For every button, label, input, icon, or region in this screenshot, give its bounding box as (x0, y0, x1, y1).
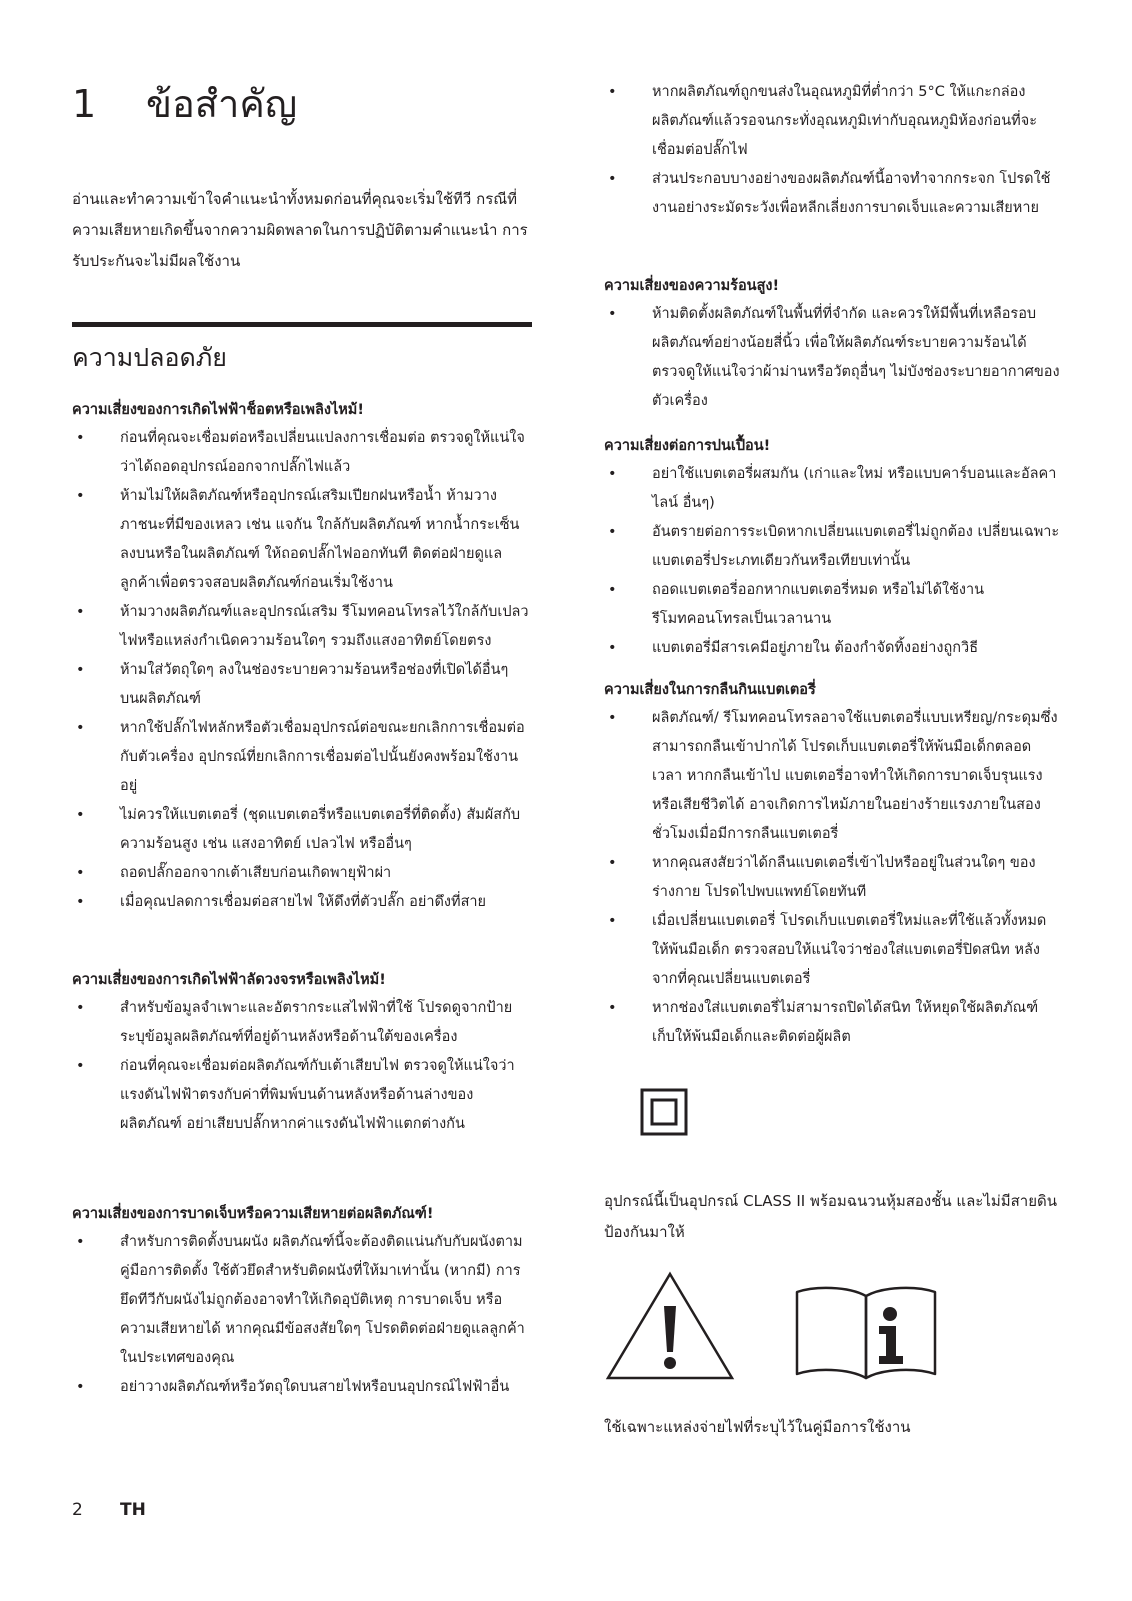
bullet-icon: • (608, 582, 617, 598)
bullet-icon: • (608, 640, 617, 656)
subheading: ความเสี่ยงในการกลืนกินแบตเตอรี่ (604, 682, 816, 698)
bullet-icon: • (76, 807, 85, 823)
list-item: • ห้ามวางผลิตภัณฑ์และอุปกรณ์เสริม รีโมทคอนโทรลไว้ใกล้กับเปลวไฟหรือแหล่งกำเนิดความร้อนใดๆ รวมถึงแสงอาทิตย์โดยตรง (72, 598, 532, 656)
list-item: • ห้ามไม่ให้ผลิตภัณฑ์หรืออุปกรณ์เสริมเปียกฝนหรือน้ำ ห้ามวางภาชนะที่มีของเหลว เช่น แจกัน ใกล้กับผลิตภัณฑ์ หากน้ำกระเซ็นลงบนหรือในผลิตภัณฑ์ ให้ถอดปลั๊กไฟออกทันที ติดต่อฝ่ายดูแลลูกค้าเพื่อตรวจสอบผลิตภัณฑ์ก่อนเริ่มใช้งาน (72, 482, 532, 598)
right-block-battery-ingestion (604, 676, 1060, 1052)
bullet-icon: • (608, 1000, 617, 1016)
list-item: • แบตเตอรี่มีสารเคมีอยู่ภายใน ต้องกำจัดทิ้งอย่างถูกวิธี (604, 634, 1060, 663)
chapter-title: ข้อสำคัญ (146, 82, 298, 126)
manual-info-icon (793, 1282, 939, 1386)
bullet-list (604, 300, 1060, 416)
bullet-icon: • (76, 1000, 85, 1016)
list-item: • ห้ามใส่วัตถุใดๆ ลงในช่องระบายความร้อนหรือช่องที่เปิดได้อื่นๆ บนผลิตภัณฑ์ (72, 656, 532, 714)
list-item: • อย่าใช้แบตเตอรี่ผสมกัน (เก่าและใหม่ หรือแบบคาร์บอนและอัลคาไลน์ อื่นๆ) (604, 460, 1060, 518)
right-block-contamination (604, 432, 1060, 663)
subheading: ความเสี่ยงของการเกิดไฟฟ้าช็อตหรือเพลิงไหม้! (72, 402, 364, 418)
section-title: ความปลอดภัย (72, 343, 227, 372)
section-rule (72, 322, 532, 327)
list-item: • เมื่อเปลี่ยนแบตเตอรี่ โปรดเก็บแบตเตอรี่ใหม่และที่ใช้แล้วทั้งหมดให้พ้นมือเด็ก ตรวจสอบให้แน่ใจว่าช่องใส่แบตเตอรี่ปิดสนิท หลังจากที่คุณเปลี่ยนแบตเตอรี่ (604, 907, 1060, 994)
bullet-icon: • (608, 913, 617, 929)
subheading: ความเสี่ยงของการเกิดไฟฟ้าลัดวงจรหรือเพลิงไหม้! (72, 972, 386, 988)
list-item: • สำหรับการติดตั้งบนผนัง ผลิตภัณฑ์นี้จะต้องติดแน่นกับกับผนังตามคู่มือการติดตั้ง ใช้ตัวยึดสำหรับติดผนังที่ให้มาเท่านั้น (หากมี) การยึดทีวีกับผนังไม่ถูกต้องอาจทำให้เกิดอุบัติเหตุ การบาดเจ็บ หรือความเสียหายได้ หากคุณมีข้อสงสัยใดๆ โปรดติดต่อฝ่ายดูแลลูกค้าในประเทศของคุณ (72, 1228, 532, 1373)
bullet-icon: • (76, 865, 85, 881)
bullet-icon: • (76, 1058, 85, 1074)
power-supply-note: ใช้เฉพาะแหล่งจ่ายไฟที่ระบุไว้ในคู่มือการใช้งาน (604, 1418, 911, 1436)
list-item: • หากผลิตภัณฑ์ถูกขนส่งในอุณหภูมิที่ต่ำกว่า 5°C ให้แกะกล่องผลิตภัณฑ์แล้วรอจนกระทั่งอุณหภูมิเท่ากับอุณหภูมิห้องก่อนที่จะเชื่อมต่อปลั๊กไฟ (604, 78, 1060, 165)
bullet-list (72, 1228, 532, 1402)
bullet-icon: • (608, 855, 617, 871)
page-number: 2 (72, 1500, 83, 1520)
bullet-list (604, 78, 1060, 223)
list-item: • ห้ามติดตั้งผลิตภัณฑ์ในพื้นที่ที่จำกัด และควรให้มีพื้นที่เหลือรอบผลิตภัณฑ์อย่างน้อยสี่นิ้ว เพื่อให้ผลิตภัณฑ์ระบายความร้อนได้ ตรวจดูให้แน่ใจว่าผ้าม่านหรือวัตถุอื่นๆ ไม่บังช่องระบายอากาศของตัวเครื่อง (604, 300, 1060, 416)
bullet-list (604, 704, 1060, 1052)
bullet-list (72, 424, 532, 917)
bullet-icon: • (76, 720, 85, 736)
list-item: • ก่อนที่คุณจะเชื่อมต่อหรือเปลี่ยนแปลงการเชื่อมต่อ ตรวจดูให้แน่ใจว่าได้ถอดอุปกรณ์ออกจากปลั๊กไฟแล้ว (72, 424, 532, 482)
list-item: • ส่วนประกอบบางอย่างของผลิตภัณฑ์นี้อาจทำจากกระจก โปรดใช้งานอย่างระมัดระวังเพื่อหลีกเลี่ยงการบาดเจ็บและความเสียหาย (604, 165, 1060, 223)
bullet-icon: • (76, 488, 85, 504)
bullet-icon: • (76, 894, 85, 910)
list-item: • หากช่องใส่แบตเตอรี่ไม่สามารถปิดได้สนิท ให้หยุดใช้ผลิตภัณฑ์ เก็บให้พ้นมือเด็กและติดต่อผู้ผลิต (604, 994, 1060, 1052)
list-item: • อันตรายต่อการระเบิดหากเปลี่ยนแบตเตอรี่ไม่ถูกต้อง เปลี่ยนเฉพาะแบตเตอรี่ประเภทเดียวกันหรือเทียบเท่านั้น (604, 518, 1060, 576)
bullet-icon: • (76, 1379, 85, 1395)
bullet-icon: • (76, 662, 85, 678)
list-item: • ไม่ควรให้แบตเตอรี่ (ชุดแบตเตอรี่หรือแบตเตอรี่ที่ติดตั้ง) สัมผัสกับความร้อนสูง เช่น แสงอาทิตย์ เปลวไฟ หรืออื่นๆ (72, 801, 532, 859)
right-block-heat (604, 272, 1060, 416)
bullet-icon: • (608, 84, 617, 100)
bullet-icon: • (608, 710, 617, 726)
left-block-short-circuit (72, 966, 532, 1139)
list-item: • อย่าวางผลิตภัณฑ์หรือวัตถุใดบนสายไฟหรือบนอุปกรณ์ไฟฟ้าอื่น (72, 1373, 532, 1402)
left-block-injury (72, 1200, 532, 1402)
bullet-icon: • (608, 466, 617, 482)
bullet-icon: • (76, 604, 85, 620)
class-ii-double-square-icon (640, 1088, 688, 1140)
bullet-icon: • (608, 524, 617, 540)
subheading: ความเสี่ยงต่อการปนเปื้อน! (604, 438, 771, 454)
bullet-list (604, 460, 1060, 663)
warning-triangle-icon (604, 1270, 736, 1386)
list-item: • สำหรับข้อมูลจำเพาะและอัตรากระแสไฟฟ้าที่ใช้ โปรดดูจากป้ายระบุข้อมูลผลิตภัณฑ์ที่อยู่ด้านหลังหรือด้านใต้ของเครื่อง (72, 994, 532, 1052)
bullet-icon: • (76, 430, 85, 446)
bullet-icon: • (608, 171, 617, 187)
chapter-number: 1 (72, 82, 97, 126)
page-footer (72, 1498, 146, 1522)
subheading: ความเสี่ยงของความร้อนสูง! (604, 278, 780, 294)
bullet-icon: • (76, 1234, 85, 1250)
list-item: • ถอดแบตเตอรี่ออกหากแบตเตอรี่หมด หรือไม่ได้ใช้งานรีโมทคอนโทรลเป็นเวลานาน (604, 576, 1060, 634)
right-top-list (604, 78, 1060, 223)
left-block-electric-shock (72, 396, 532, 917)
chapter-heading (72, 78, 532, 130)
intro-paragraph: อ่านและทำความเข้าใจคำแนะนำทั้งหมดก่อนที่คุณจะเริ่มใช้ทีวี กรณีที่ความเสียหายเกิดขึ้นจากความผิดพลาดในการปฏิบัติตามคำแนะนำ การรับประกันจะไม่มีผลใช้งาน (72, 190, 528, 270)
bullet-list (72, 994, 532, 1139)
class-ii-note: อุปกรณ์นี้เป็นอุปกรณ์ CLASS II พร้อมฉนวนหุ้มสองชั้น และไม่มีสายดินป้องกันมาให้ (604, 1192, 1058, 1241)
list-item: • หากคุณสงสัยว่าได้กลืนแบตเตอรี่เข้าไปหรืออยู่ในส่วนใดๆ ของร่างกาย โปรดไปพบแพทย์โดยทันที (604, 849, 1060, 907)
list-item: • ก่อนที่คุณจะเชื่อมต่อผลิตภัณฑ์กับเต้าเสียบไฟ ตรวจดูให้แน่ใจว่าแรงดันไฟฟ้าตรงกับค่าที่พิมพ์บนด้านหลังหรือด้านล่างของผลิตภัณฑ์ อย่าเสียบปลั๊กหากค่าแรงดันไฟฟ้าแตกต่างกัน (72, 1052, 532, 1139)
language-code: TH (120, 1500, 146, 1520)
bullet-icon: • (608, 306, 617, 322)
list-item: • หากใช้ปลั๊กไฟหลักหรือตัวเชื่อมอุปกรณ์ต่อขณะยกเลิกการเชื่อมต่อกับตัวเครื่อง อุปกรณ์ที่ยกเลิกการเชื่อมต่อไปนั้นยังคงพร้อมใช้งานอยู่ (72, 714, 532, 801)
list-item: • เมื่อคุณปลดการเชื่อมต่อสายไฟ ให้ดึงที่ตัวปลั๊ก อย่าดึงที่สาย (72, 888, 532, 917)
list-item: • ผลิตภัณฑ์/ รีโมทคอนโทรลอาจใช้แบตเตอรี่แบบเหรียญ/กระดุมซึ่งสามารถกลืนเข้าปากได้ โปรดเก็บแบตเตอรี่ให้พ้นมือเด็กตลอดเวลา หากกลืนเข้าไป แบตเตอรี่อาจทำให้เกิดการบาดเจ็บรุนแรงหรือเสียชีวิตได้ อาจเกิดการไหม้ภายในอย่างร้ายแรงภายในสองชั่วโมงเมื่อมีการกลืนแบตเตอรี่ (604, 704, 1060, 849)
list-item: • ถอดปลั๊กออกจากเต้าเสียบก่อนเกิดพายุฟ้าผ่า (72, 859, 532, 888)
subheading: ความเสี่ยงของการบาดเจ็บหรือความเสียหายต่อผลิตภัณฑ์! (72, 1206, 434, 1222)
